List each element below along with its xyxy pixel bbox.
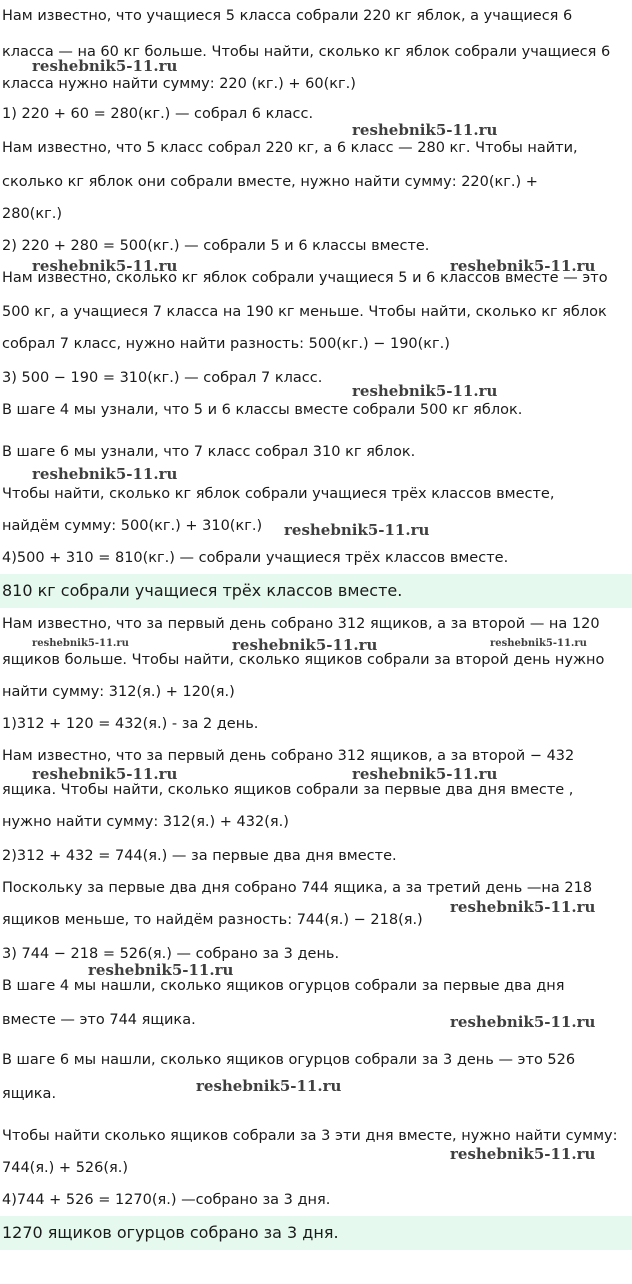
- answer-2-text: 1270 ящиков огурцов собрано за 3 дня.: [2, 1223, 339, 1242]
- solution-2-line-5: Нам известно, что за первый день собрано 312 ящиков, а за второй − 432: [2, 748, 575, 764]
- solution-1-line-11: собрал 7 класс, нужно найти разность: 500(кг.) − 190(кг.): [2, 336, 450, 352]
- solution-1-line-2: класса — на 60 кг больше. Чтобы найти, сколько кг яблок собрали учащиеся 6: [2, 44, 611, 60]
- solution-1-line-5: Нам известно, что 5 класс собрал 220 кг, а 6 класс — 280 кг. Чтобы найти,: [2, 140, 578, 156]
- solution-2-line-7: нужно найти сумму: 312(я.) + 432(я.): [2, 814, 289, 830]
- watermark: reshebnik5-11.ru: [450, 898, 596, 916]
- solution-2-line-8: 2)312 + 432 = 744(я.) — за первые два дня вместе.: [2, 848, 397, 864]
- solution-2-line-18: 4)744 + 526 = 1270(я.) —собрано за 3 дня.: [2, 1192, 331, 1208]
- solution-1-line-15: Чтобы найти, сколько кг яблок собрали учащиеся трёх классов вместе,: [2, 486, 555, 502]
- solution-1-line-13: В шаге 4 мы узнали, что 5 и 6 классы вместе собрали 500 кг яблок.: [2, 402, 523, 418]
- watermark: reshebnik5-11.ru: [352, 382, 498, 400]
- solution-2-line-17: 744(я.) + 526(я.): [2, 1160, 129, 1176]
- watermark: reshebnik5-11.ru: [32, 465, 178, 483]
- solution-2-line-15: ящика.: [2, 1086, 57, 1102]
- solution-2-line-2: ящиков больше. Чтобы найти, сколько ящиков собрали за второй день нужно: [2, 652, 605, 668]
- solution-1-line-10: 500 кг, а учащиеся 7 класса на 190 кг меньше. Чтобы найти, сколько кг яблок: [2, 304, 607, 320]
- solution-1-line-4: 1) 220 + 60 = 280(кг.) — собрал 6 класс.: [2, 106, 314, 122]
- watermark: reshebnik5-11.ru: [88, 961, 234, 979]
- solution-1-line-7: 280(кг.): [2, 206, 62, 222]
- watermark: reshebnik5-11.ru: [450, 1013, 596, 1031]
- watermark: reshebnik5-11.ru: [450, 1145, 596, 1163]
- solution-2-line-6: ящика. Чтобы найти, сколько ящиков собрали за первые два дня вместе ,: [2, 782, 574, 798]
- answer-1-box: [0, 574, 632, 608]
- solution-2-line-13: вместе — это 744 ящика.: [2, 1012, 196, 1028]
- watermark: reshebnik5-11.ru: [196, 1077, 342, 1095]
- solution-1-line-8: 2) 220 + 280 = 500(кг.) — собрали 5 и 6 классы вместе.: [2, 238, 430, 254]
- watermark: reshebnik5-11.ru: [232, 636, 378, 654]
- watermark: reshebnik5-11.ru: [352, 121, 498, 139]
- watermark: reshebnik5-11.ru: [32, 765, 178, 783]
- answer-2-box: [0, 1216, 632, 1250]
- solution-2-line-4: 1)312 + 120 = 432(я.) - за 2 день.: [2, 716, 259, 732]
- solution-2-line-3: найти сумму: 312(я.) + 120(я.): [2, 684, 235, 700]
- solution-2-line-11: 3) 744 − 218 = 526(я.) — собрано за 3 день.: [2, 946, 340, 962]
- solution-2-line-10: ящиков меньше, то найдём разность: 744(я.) − 218(я.): [2, 912, 423, 928]
- watermark: reshebnik5-11.ru: [490, 638, 587, 649]
- solution-1-line-3: класса нужно найти сумму: 220 (кг.) + 60(кг.): [2, 76, 356, 92]
- solution-2-line-9: Поскольку за первые два дня собрано 744 ящика, а за третий день —на 218: [2, 880, 593, 896]
- watermark: reshebnik5-11.ru: [450, 257, 596, 275]
- watermark: reshebnik5-11.ru: [32, 257, 178, 275]
- solution-2-line-12: В шаге 4 мы нашли, сколько ящиков огурцов собрали за первые два дня: [2, 978, 565, 994]
- watermark: reshebnik5-11.ru: [284, 521, 430, 539]
- watermark: reshebnik5-11.ru: [352, 765, 498, 783]
- solution-2-line-16: Чтобы найти сколько ящиков собрали за 3 эти дня вместе, нужно найти сумму:: [2, 1128, 618, 1144]
- answer-1-text: 810 кг собрали учащиеся трёх классов вместе.: [2, 581, 403, 600]
- solution-2-line-1: Нам известно, что за первый день собрано 312 ящиков, а за второй — на 120: [2, 616, 600, 632]
- solution-1-line-12: 3) 500 − 190 = 310(кг.) — собрал 7 класс.: [2, 370, 323, 386]
- solution-1-line-9: Нам известно, сколько кг яблок собрали учащиеся 5 и 6 классов вместе — это: [2, 270, 608, 286]
- solution-1-line-16: найдём сумму: 500(кг.) + 310(кг.): [2, 518, 263, 534]
- watermark: reshebnik5-11.ru: [32, 638, 129, 649]
- watermark: reshebnik5-11.ru: [32, 57, 178, 75]
- solution-1-line-14: В шаге 6 мы узнали, что 7 класс собрал 310 кг яблок.: [2, 444, 416, 460]
- solution-2-line-14: В шаге 6 мы нашли, сколько ящиков огурцов собрали за 3 день — это 526: [2, 1052, 576, 1068]
- solution-1-line-17: 4)500 + 310 = 810(кг.) — собрали учащиеся трёх классов вместе.: [2, 550, 509, 566]
- solution-1-line-1: Нам известно, что учащиеся 5 класса собрали 220 кг яблок, а учащиеся 6: [2, 8, 573, 24]
- solution-1-line-6: сколько кг яблок они собрали вместе, нужно найти сумму: 220(кг.) +: [2, 174, 538, 190]
